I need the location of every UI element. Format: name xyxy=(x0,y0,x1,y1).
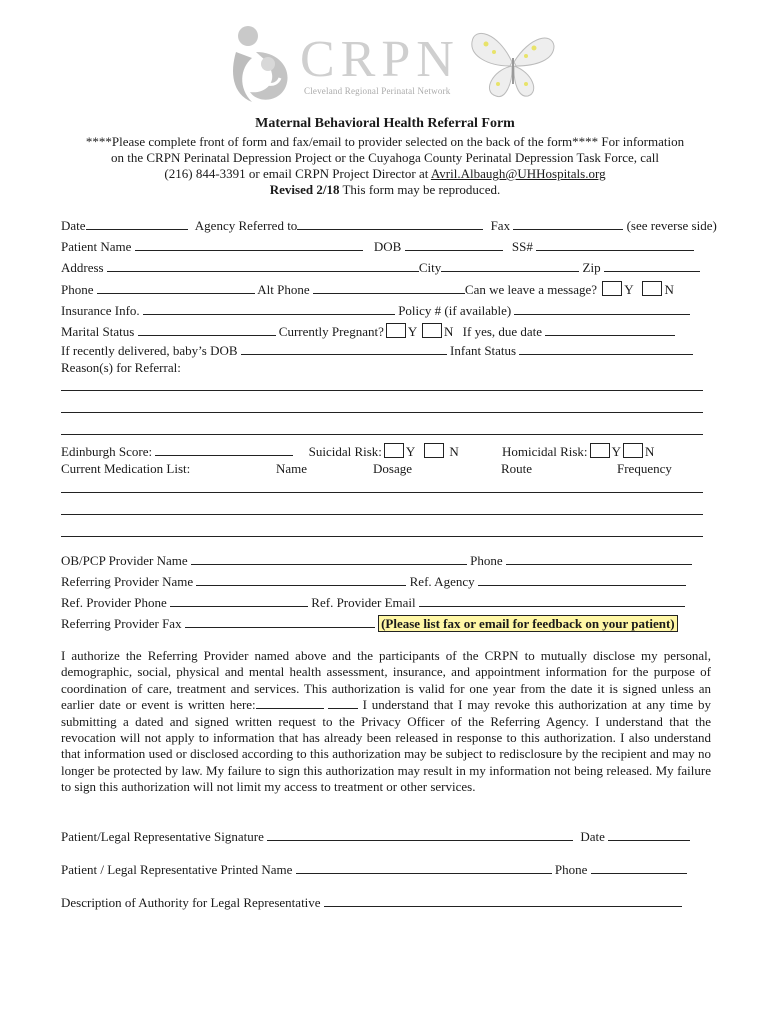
authority-description-field[interactable] xyxy=(324,895,682,907)
homicidal-no-checkbox[interactable] xyxy=(623,443,643,458)
row-marital xyxy=(61,323,675,340)
pregnant-yes-checkbox[interactable] xyxy=(386,323,406,338)
zip-field[interactable] xyxy=(604,260,700,272)
ssn-label: SS# xyxy=(511,239,533,254)
pregnant-label: Currently Pregnant? xyxy=(278,324,384,339)
city-field[interactable] xyxy=(441,260,579,272)
insurance-label: Insurance Info. xyxy=(61,303,140,318)
medication-list-label: Current Medication List: xyxy=(61,461,191,476)
baby-dob-label: If recently delivered, baby’s DOB xyxy=(61,343,238,358)
reasons-line-3[interactable] xyxy=(61,434,703,435)
due-date-label: If yes, due date xyxy=(462,324,543,339)
row-phone xyxy=(61,281,674,298)
row-ob-pcp xyxy=(61,553,692,569)
instructions-line-1: ****Please complete front of form and fax/email to provider selected on the back of the form**** For information xyxy=(85,134,685,149)
city-label: City xyxy=(418,260,442,275)
authorization-text-part-2: I understand that I may revoke this authorization at any time by submitting a dated and signed written request to the Privacy Officer of the Referring Agency. I understand that the revocation will not apply to information that has already been released in response to this authorization. I also understand that information used or disclosed according to this authorization may be subject to redisclosure by the recipient and may no longer be protected by law. My failure to sign this authorization may result in my information not being released. My failure to sign this authorization will not limit my access to treatment or other services. xyxy=(61,697,711,795)
ref-provider-email-label: Ref. Provider Email xyxy=(311,595,416,610)
authorization-text xyxy=(61,648,711,796)
ref-provider-phone-label: Ref. Provider Phone xyxy=(61,595,167,610)
infant-status-field[interactable] xyxy=(519,343,693,355)
revised-date: Revised 2/18 xyxy=(269,182,340,197)
ob-pcp-name-field[interactable] xyxy=(191,553,467,565)
leave-message-label: Can we leave a message? xyxy=(464,282,598,297)
reasons-line-1[interactable] xyxy=(61,390,703,391)
revised-line xyxy=(0,182,770,198)
row-printed-name xyxy=(61,862,687,878)
instructions-line-3 xyxy=(0,166,770,182)
edinburgh-field[interactable] xyxy=(155,444,293,456)
row-risk xyxy=(61,443,654,460)
agency-field[interactable] xyxy=(297,218,483,230)
phone-field[interactable] xyxy=(97,282,255,294)
authorization-text-part-1: I authorize the Referring Provider named above and the participants of the CRPN to mutually disclose my personal, demographic, social, physical and mental health assessment, insurance, and appointment information for the purpose of coordination of care, treatment and services. This authorization is valid for one year from the date it is signed unless an earlier date or event is written here: xyxy=(61,648,711,713)
date-label: Date xyxy=(61,218,86,233)
medication-line-3[interactable] xyxy=(61,536,703,537)
logo-subtitle: Cleveland Regional Perinatal Network xyxy=(304,86,451,96)
pregnant-no-label: N xyxy=(444,324,454,339)
dob-field[interactable] xyxy=(405,239,503,251)
medication-dosage-header: Dosage xyxy=(373,461,412,476)
alt-phone-field[interactable] xyxy=(313,282,465,294)
suicidal-risk-label: Suicidal Risk: xyxy=(308,444,382,459)
row-date-agency-fax xyxy=(61,218,717,234)
homicidal-yes-label: Y xyxy=(611,444,621,459)
ref-provider-email-field[interactable] xyxy=(419,595,685,607)
suicidal-no-checkbox[interactable] xyxy=(424,443,444,458)
row-authority xyxy=(61,895,682,911)
signature-field[interactable] xyxy=(267,829,573,841)
policy-label: Policy # (if available) xyxy=(398,303,512,318)
suicidal-yes-checkbox[interactable] xyxy=(384,443,404,458)
ref-agency-label: Ref. Agency xyxy=(409,574,475,589)
form-title: Maternal Behavioral Health Referral Form xyxy=(255,116,515,131)
ref-provider-phone-field[interactable] xyxy=(170,595,308,607)
authorization-expiry-field[interactable] xyxy=(256,697,324,709)
homicidal-risk-label: Homicidal Risk: xyxy=(501,444,588,459)
row-ref-fax xyxy=(61,616,678,632)
signature-label: Patient/Legal Representative Signature xyxy=(61,829,264,844)
mother-child-logo-icon xyxy=(228,22,300,106)
signature-date-field[interactable] xyxy=(608,829,690,841)
row-patient xyxy=(61,239,694,255)
instructions-line-2: on the CRPN Perinatal Depression Project or the Cuyahoga County Perinatal Depression Task Force, call xyxy=(111,150,659,165)
row-baby xyxy=(61,343,693,359)
edinburgh-label: Edinburgh Score: xyxy=(61,444,153,459)
reproduce-note: This form may be reproduced. xyxy=(339,182,501,197)
address-label: Address xyxy=(61,260,104,275)
leave-message-yes-checkbox[interactable] xyxy=(602,281,622,296)
butterfly-icon xyxy=(468,22,556,104)
ref-provider-fax-field[interactable] xyxy=(185,616,375,628)
dob-label: DOB xyxy=(373,239,402,254)
marital-status-field[interactable] xyxy=(138,324,276,336)
policy-field[interactable] xyxy=(514,303,690,315)
row-signature xyxy=(61,829,690,845)
medication-line-1[interactable] xyxy=(61,492,703,493)
marital-status-label: Marital Status xyxy=(61,324,135,339)
leave-message-no-checkbox[interactable] xyxy=(642,281,662,296)
ssn-field[interactable] xyxy=(536,239,694,251)
row-insurance xyxy=(61,303,690,319)
row-ref-contact xyxy=(61,595,685,611)
date-field[interactable] xyxy=(86,218,188,230)
due-date-field[interactable] xyxy=(545,324,675,336)
yes-label: Y xyxy=(624,282,634,297)
printed-phone-label: Phone xyxy=(554,862,588,877)
no-label: N xyxy=(664,282,674,297)
agency-label: Agency Referred to xyxy=(194,218,298,233)
fax-label: Fax xyxy=(490,218,511,233)
reasons-line-2[interactable] xyxy=(61,412,703,413)
suicidal-no-label: N xyxy=(449,444,459,459)
instructions-line-3-prefix: (216) 844-3391 or email CRPN Project Director at xyxy=(164,166,429,181)
ob-pcp-name-label: OB/PCP Provider Name xyxy=(61,553,188,568)
baby-dob-field[interactable] xyxy=(241,343,447,355)
signature-date-label: Date xyxy=(580,829,605,844)
address-field[interactable] xyxy=(107,260,419,272)
authority-description-label: Description of Authority for Legal Representative xyxy=(61,895,321,910)
fax-field[interactable] xyxy=(513,218,623,230)
homicidal-yes-checkbox[interactable] xyxy=(590,443,610,458)
pregnant-no-checkbox[interactable] xyxy=(422,323,442,338)
infant-status-label: Infant Status xyxy=(450,343,517,358)
feedback-note: (Please list fax or email for feedback on your patient) xyxy=(378,615,678,632)
ob-phone-field[interactable] xyxy=(506,553,692,565)
ref-provider-name-field[interactable] xyxy=(196,574,406,586)
medication-route-header: Route xyxy=(501,461,533,476)
patient-name-field[interactable] xyxy=(135,239,363,251)
logo-wordmark: CRPN xyxy=(300,31,460,88)
zip-label: Zip xyxy=(582,260,601,275)
pregnant-yes-label: Y xyxy=(407,324,417,339)
ref-provider-name-label: Referring Provider Name xyxy=(61,574,194,589)
ref-provider-fax-label: Referring Provider Fax xyxy=(61,616,182,631)
insurance-field[interactable] xyxy=(143,303,395,315)
project-director-email-link[interactable]: Avril.Albaugh@UHHospitals.org xyxy=(430,166,606,181)
see-reverse-note: (see reverse side) xyxy=(626,218,717,233)
medication-name-header: Name xyxy=(276,461,308,476)
ob-phone-label: Phone xyxy=(470,553,503,568)
reasons-label: Reason(s) for Referral: xyxy=(61,360,181,375)
medication-line-2[interactable] xyxy=(61,514,703,515)
phone-label: Phone xyxy=(61,282,94,297)
ref-agency-field[interactable] xyxy=(478,574,686,586)
row-ref-provider xyxy=(61,574,686,590)
medication-frequency-header: Frequency xyxy=(617,461,672,476)
suicidal-yes-label: Y xyxy=(405,444,415,459)
printed-name-label: Patient / Legal Representative Printed Name xyxy=(61,862,293,877)
alt-phone-label: Alt Phone xyxy=(257,282,310,297)
patient-name-label: Patient Name xyxy=(61,239,132,254)
homicidal-no-label: N xyxy=(644,444,655,459)
authorization-expiry-field-2[interactable] xyxy=(328,697,358,709)
printed-name-field[interactable] xyxy=(296,862,552,874)
printed-phone-field[interactable] xyxy=(591,862,687,874)
row-address xyxy=(61,260,700,276)
